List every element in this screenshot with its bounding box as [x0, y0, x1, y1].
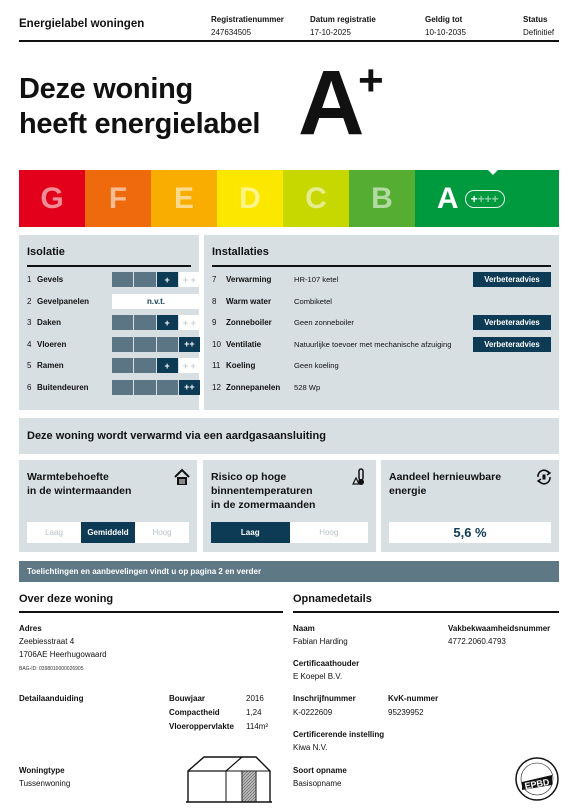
verbeteradvies-button[interactable]: Verbeteradvies [473, 337, 551, 352]
rating-cell: + [157, 272, 178, 287]
row-number: 12 [212, 382, 221, 392]
risico-card [203, 460, 376, 552]
row-name: Koeling [226, 361, 256, 370]
risico-title [211, 470, 315, 512]
energy-class-g [19, 170, 85, 227]
terraced-house-icon [186, 755, 272, 803]
renewable-percentage: 5,6 % [389, 522, 551, 543]
headline-line1: Deze woning [19, 73, 193, 105]
isolatie-row [27, 272, 196, 288]
energy-label-sup: + [358, 56, 384, 105]
insulation-rating-bar [112, 315, 200, 330]
row-number: 7 [212, 275, 217, 284]
row-name: Vloeren [37, 339, 67, 349]
risico-scale [211, 522, 368, 543]
rating-cell [134, 380, 155, 395]
woningtype-value: Tussenwoning [19, 779, 71, 788]
warmtebehoefte-title-line1: Warmtebehoefte [27, 471, 109, 483]
heating-banner-text: Deze woning wordt verwarmd via een aardgasaansluiting [27, 430, 326, 442]
opname-title: Opnamedetails [293, 593, 372, 605]
rating-cell [134, 272, 155, 287]
divider [293, 611, 559, 613]
bouwjaar-label: Bouwjaar [169, 694, 206, 703]
kvk-value: 95239952 [388, 708, 424, 717]
verbeteradvies-button[interactable]: Verbeteradvies [473, 315, 551, 330]
row-number: 1 [27, 275, 32, 284]
divider [27, 265, 191, 267]
row-name: Zonneboiler [226, 318, 272, 327]
rating-cell [134, 315, 155, 330]
energy-class-letter: F [108, 181, 128, 215]
status [523, 13, 554, 39]
renewable-energy-icon [535, 468, 553, 486]
rating-cell [134, 337, 155, 352]
row-name: Gevels [37, 275, 64, 284]
row-name: Ramen [37, 361, 64, 370]
inschrijf-label: Inschrijfnummer [293, 694, 356, 703]
isolatie-row [27, 337, 195, 353]
soort-label: Soort opname [293, 766, 347, 775]
energy-class-a [415, 170, 559, 227]
divider [212, 265, 551, 267]
installaties-title: Installaties [212, 246, 269, 258]
heating-banner [19, 418, 559, 454]
valid-until [425, 13, 466, 39]
installatie-row [212, 294, 551, 310]
isolatie-row [27, 380, 195, 396]
row-name: Buitendeuren [37, 382, 89, 392]
energy-class-letter: A [436, 181, 459, 215]
energy-label-letter: A [298, 52, 365, 154]
row-name: Warm water [226, 296, 272, 306]
rating-cell: ++ [179, 337, 200, 352]
energy-class-letter: C [305, 181, 327, 215]
explanation-note: Toelichtingen en aanbevelingen vindt u op pagina 2 en verder [19, 561, 559, 582]
bouwjaar-value: 2016 [246, 694, 264, 703]
vloeroppervlakte-label: Vloeroppervlakte [169, 722, 234, 731]
row-value: Geen zonneboiler [294, 318, 354, 327]
rating-cell [112, 315, 133, 330]
registration-number-value: 247634505 [211, 28, 252, 37]
installatie-row [212, 358, 551, 374]
certificaathouder-label: Certificaathouder [293, 659, 360, 668]
valid-until-label: Geldig tot [425, 15, 463, 24]
risico-title-line1: Risico op hoge [211, 471, 287, 483]
warmtebehoefte-scale [27, 522, 189, 543]
row-number: 11 [212, 361, 221, 370]
vakbekwaam-label: Vakbekwaamheidsnummer [448, 624, 551, 633]
row-value: 528 Wp [294, 382, 321, 392]
energy-class-letter: G [40, 181, 64, 215]
energy-class-e [151, 170, 217, 227]
house-heat-icon [173, 468, 191, 486]
instelling-value: Kiwa N.V. [293, 743, 328, 752]
naam-label: Naam [293, 624, 315, 633]
valid-until-value: 10-10-2035 [425, 28, 466, 37]
registration-number-label: Registratienummer [211, 15, 284, 24]
status-label: Status [523, 15, 548, 24]
headline-line2: heeft energielabel [19, 108, 261, 140]
rating-cell: + + [179, 358, 200, 373]
epbd-logo [514, 756, 560, 802]
compactheid-value: 1,24 [246, 708, 262, 717]
naam-value: Fabian Harding [293, 637, 348, 646]
rating-cell: + + [179, 315, 200, 330]
option-hoog: Hoog [152, 528, 172, 537]
rating-cell [157, 337, 178, 352]
option-gemiddeld: Gemiddeld [81, 522, 135, 543]
energy-label-big [298, 52, 384, 154]
headline [19, 72, 260, 142]
row-number: 4 [27, 339, 32, 349]
vakbekwaam-value: 4772.2060.4793 [448, 637, 506, 646]
energy-class-f [85, 170, 151, 227]
installatie-row [212, 315, 551, 331]
warmtebehoefte-card [19, 460, 197, 552]
status-value: Definitief [523, 28, 555, 37]
certificaathouder-value: E Koepel B.V. [293, 672, 343, 681]
rating-cell [134, 358, 155, 373]
epbd-logo-text: EPBD [523, 776, 551, 792]
insulation-rating-bar [112, 294, 200, 309]
risico-title-line3: in de zomermaanden [211, 499, 316, 511]
vloeroppervlakte-value: 114m² [246, 722, 269, 731]
warmtebehoefte-title [27, 470, 131, 498]
warmtebehoefte-title-line2: in de wintermaanden [27, 485, 132, 497]
plus-off: +++ [477, 191, 499, 206]
row-number: 2 [27, 296, 32, 306]
plus-indicator [465, 190, 505, 208]
woningtype-label: Woningtype [19, 766, 65, 775]
address-label: Adres [19, 624, 42, 633]
insulation-rating-bar [112, 380, 200, 395]
insulation-rating-bar [112, 337, 200, 352]
bag-id: BAG-ID: 0398010000026905 [19, 666, 84, 672]
risico-title-line2: binnentemperaturen [211, 485, 313, 497]
installatie-row [212, 272, 551, 288]
row-value: Natuurlijke toevoer met mechanische afzuiging [294, 339, 452, 349]
verbeteradvies-button[interactable]: Verbeteradvies [473, 272, 551, 287]
row-name: Daken [37, 318, 62, 327]
installaties-panel [204, 235, 559, 410]
energy-scale [19, 170, 559, 227]
address-city: 1706AE Heerhugowaard [19, 650, 107, 659]
hernieuwbaar-card [381, 460, 559, 552]
energy-class-letter: E [173, 181, 194, 215]
energy-class-c [283, 170, 349, 227]
insulation-rating-bar [112, 358, 200, 373]
soort-value: Basisopname [293, 779, 342, 788]
row-number: 5 [27, 361, 32, 370]
document-header [19, 12, 559, 42]
not-applicable: n.v.t. [112, 294, 200, 309]
hernieuwbaar-title-line1: Aandeel hernieuwbare [389, 471, 502, 483]
rating-cell: ++ [179, 380, 200, 395]
hernieuwbaar-title [389, 470, 501, 498]
rating-cell: + [157, 358, 178, 373]
hernieuwbaar-title-line2: energie [389, 485, 427, 497]
document-title: Energielabel woningen [19, 18, 145, 30]
option-laag: Laag [45, 528, 63, 537]
isolatie-panel [19, 235, 199, 410]
thermometer-icon [352, 468, 370, 486]
energy-class-letter: D [239, 181, 261, 215]
rating-cell [112, 380, 133, 395]
isolatie-row [27, 294, 191, 310]
row-value: Combiketel [294, 296, 332, 306]
option-laag: Laag [211, 522, 290, 543]
registration-number [211, 13, 284, 39]
registration-date-value: 17-10-2025 [310, 28, 351, 37]
installatie-row [212, 337, 551, 353]
compactheid-label: Compactheid [169, 708, 220, 717]
row-number: 3 [27, 318, 32, 327]
address-street: Zeebiesstraat 4 [19, 637, 75, 646]
registration-date-label: Datum registratie [310, 15, 376, 24]
row-value: Geen koeling [294, 361, 339, 370]
over-woning-title: Over deze woning [19, 593, 114, 605]
isolatie-row [27, 358, 196, 374]
row-value: HR-107 ketel [294, 275, 339, 284]
row-name: Zonnepanelen [226, 382, 281, 392]
energy-class-b [349, 170, 415, 227]
rating-cell [112, 358, 133, 373]
divider [19, 611, 283, 613]
rating-cell: + [157, 315, 178, 330]
rating-cell [112, 337, 133, 352]
rating-cell [112, 272, 133, 287]
energy-class-letter: B [371, 181, 393, 215]
row-number: 8 [212, 296, 217, 306]
row-number: 9 [212, 318, 217, 327]
inschrijf-value: K-0222609 [293, 708, 333, 717]
row-number: 10 [212, 339, 221, 349]
isolatie-title: Isolatie [27, 246, 65, 258]
row-name: Verwarming [226, 275, 272, 284]
kvk-label: KvK-nummer [388, 694, 439, 703]
row-name: Gevelpanelen [37, 296, 90, 306]
insulation-rating-bar [112, 272, 200, 287]
detail-label: Detailaanduiding [19, 694, 84, 703]
registration-date [310, 13, 376, 39]
row-number: 6 [27, 382, 32, 392]
plus-on: + [470, 191, 478, 206]
energy-class-d [217, 170, 283, 227]
row-name: Ventilatie [226, 339, 262, 349]
instelling-label: Certificerende instelling [293, 730, 385, 739]
isolatie-row [27, 315, 196, 331]
rating-cell [157, 380, 178, 395]
option-hoog: Hoog [319, 528, 339, 537]
rating-cell: + + [179, 272, 200, 287]
installatie-row [212, 380, 551, 396]
